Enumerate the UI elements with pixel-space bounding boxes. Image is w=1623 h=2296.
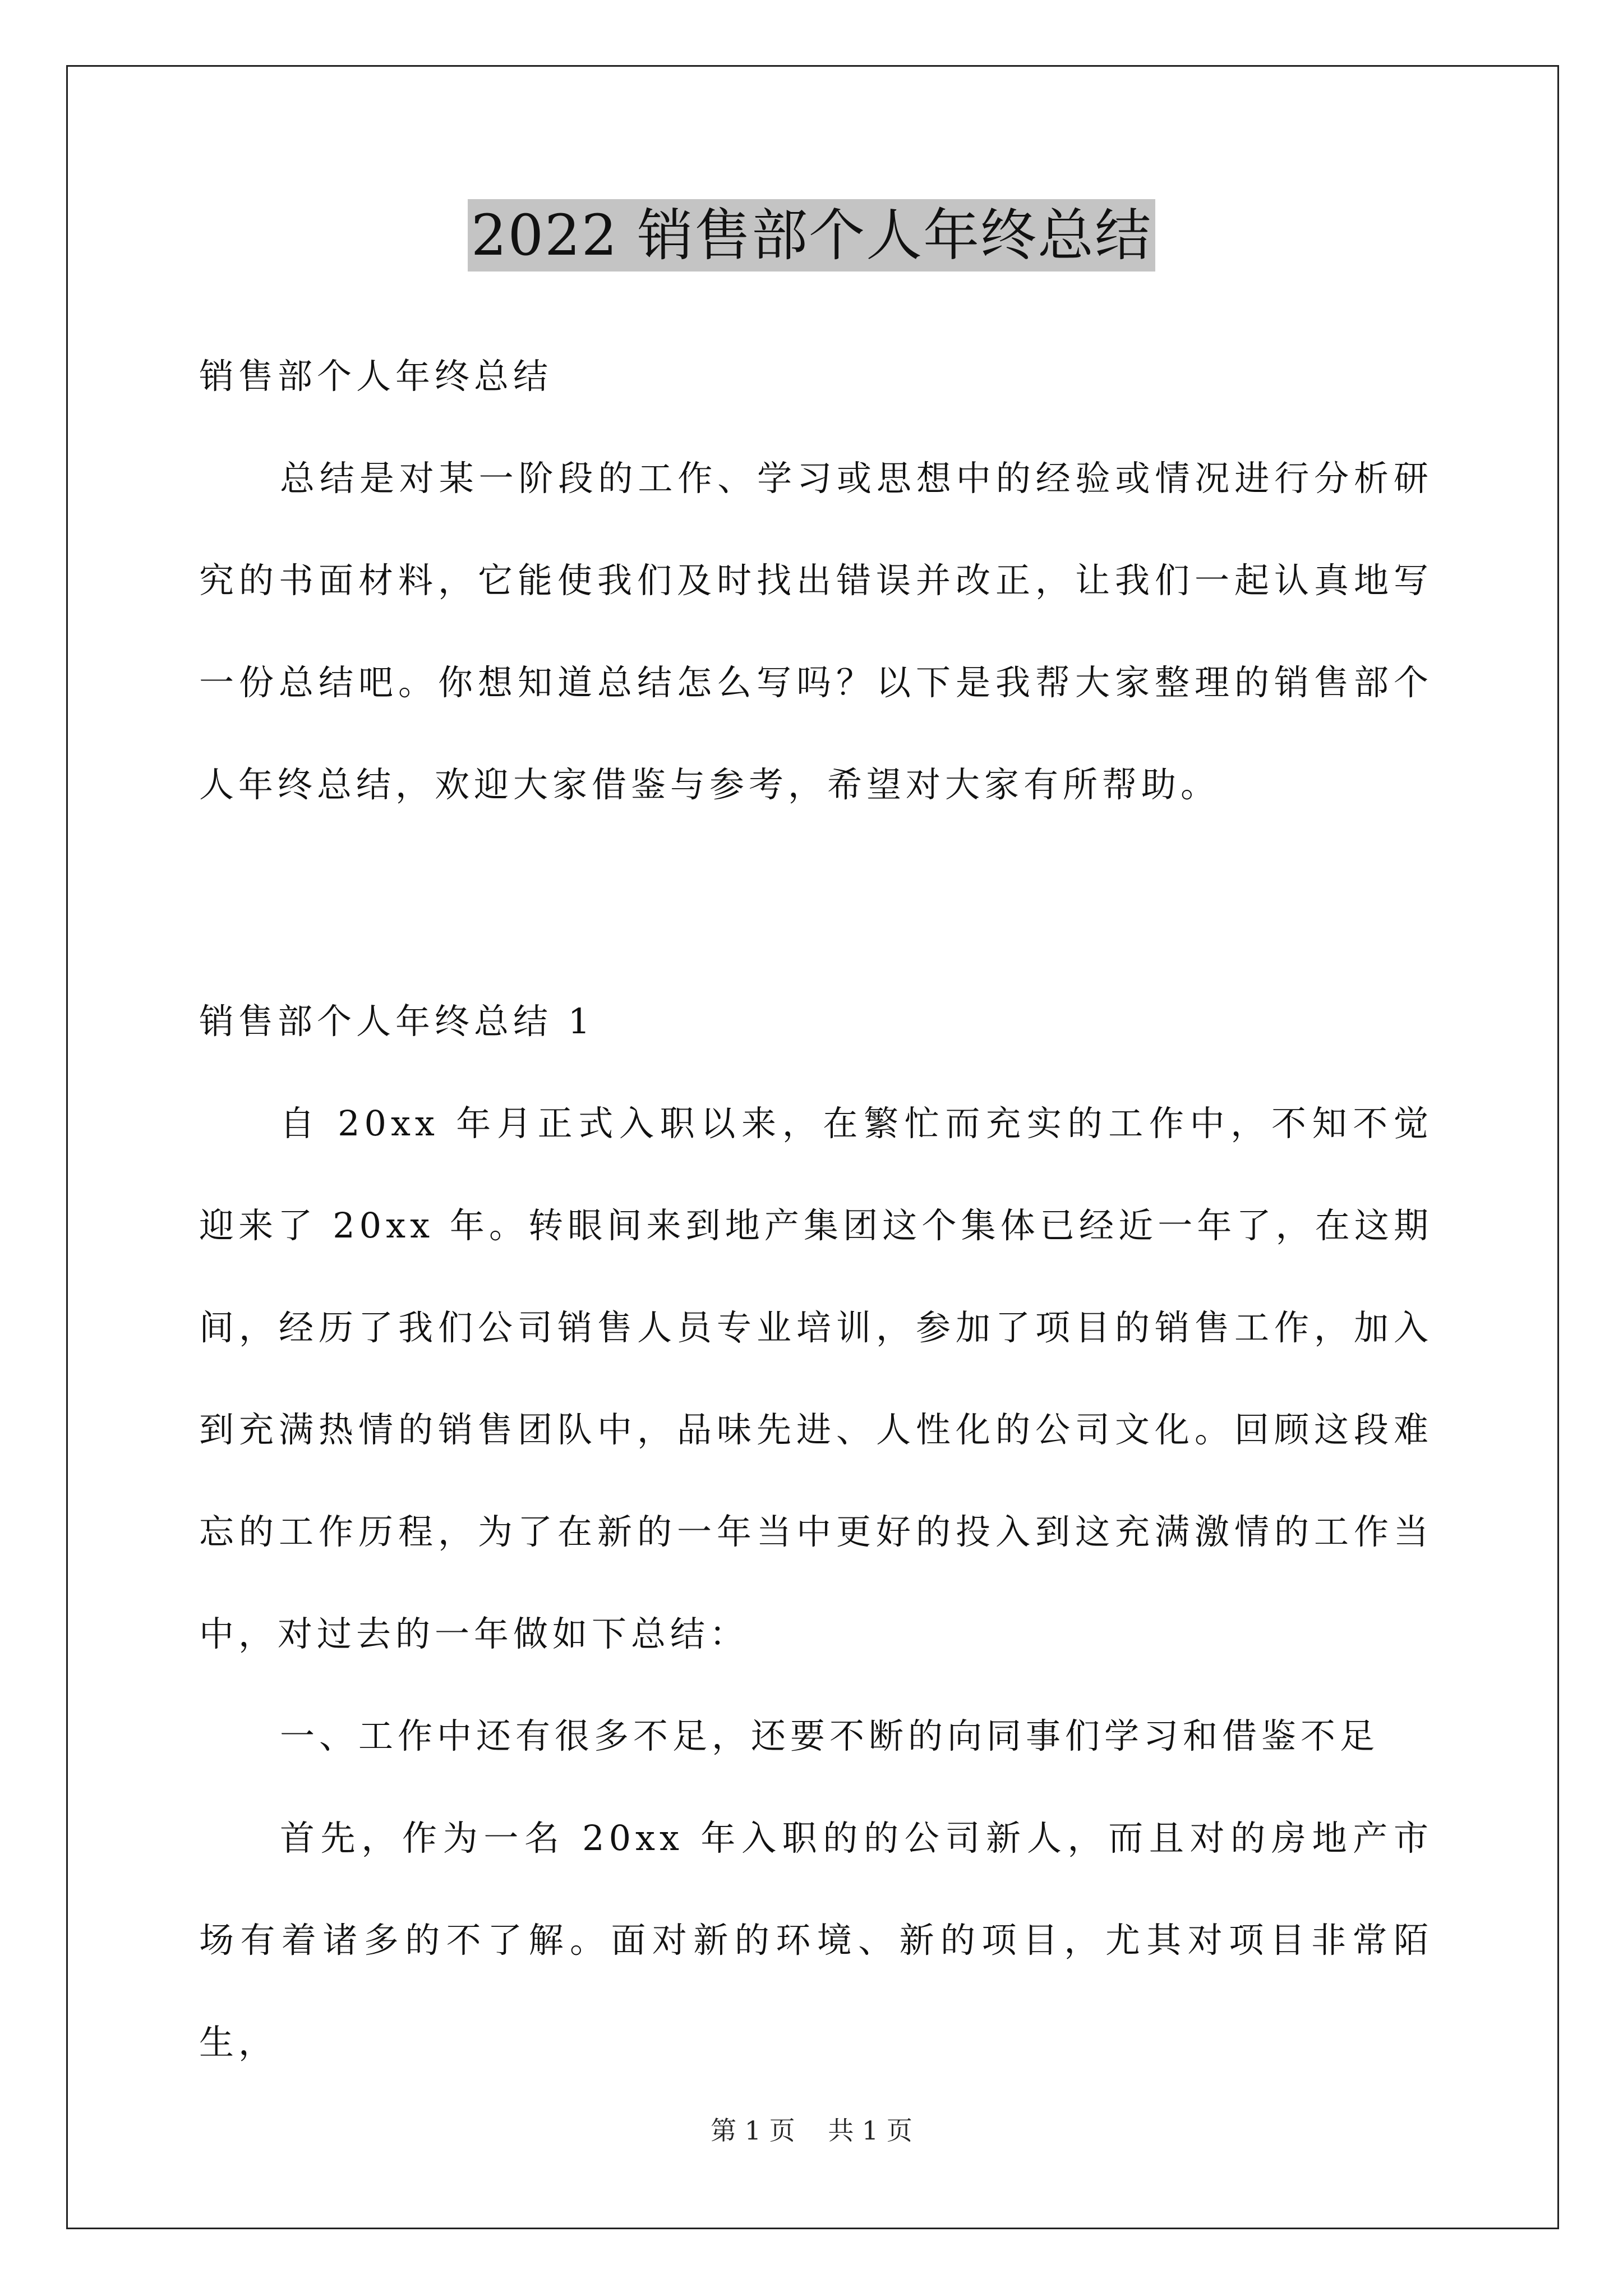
page-number-total: 共 1 页 bbox=[828, 2115, 912, 2146]
body-paragraph-2: 一、工作中还有很多不足，还要不断的向同事们学习和借鉴不足 bbox=[280, 1715, 1380, 1756]
document-body bbox=[199, 325, 1433, 836]
page-number-current: 第 1 页 bbox=[711, 2115, 795, 2146]
document-title bbox=[0, 199, 1623, 272]
body-paragraph-1: 自 20xx 年月正式入职以来，在繁忙而充实的工作中，不知不觉迎来了 20xx 年。转眼间来到地产集团这个集体已经近一年了，在这期间，经历了我们公司销售人员专业培训，参加了项目的销售工作，加入到充满热情的销售团队中，品味先进、人性化的公司文化。回顾这段难忘的工作历程，为了在新的一年当中更好的投入到这充满激情的工作当中，对过去的一年做如下总结： bbox=[199, 1103, 1433, 1654]
section-1 bbox=[199, 970, 1433, 2093]
section-heading: 销售部个人年终总结 1 bbox=[199, 1001, 595, 1042]
body-paragraph-3: 首先，作为一名 20xx 年入职的的公司新人，而且对的房地产市场有着诸多的不了解。面对新的环境、新的项目，尤其对项目非常陌生， bbox=[199, 1818, 1433, 2063]
subtitle: 销售部个人年终总结 bbox=[199, 356, 553, 397]
page-footer bbox=[0, 2110, 1623, 2147]
intro-paragraph: 总结是对某一阶段的工作、学习或思想中的经验或情况进行分析研究的书面材料，它能使我们及时找出错误并改正，让我们一起认真地写一份总结吧。你想知道总结怎么写吗？以下是我帮大家整理的销售部个人年终总结，欢迎大家借鉴与参考，希望对大家有所帮助。 bbox=[199, 458, 1433, 805]
document-title-text: 2022 销售部个人年终总结 bbox=[468, 199, 1155, 272]
